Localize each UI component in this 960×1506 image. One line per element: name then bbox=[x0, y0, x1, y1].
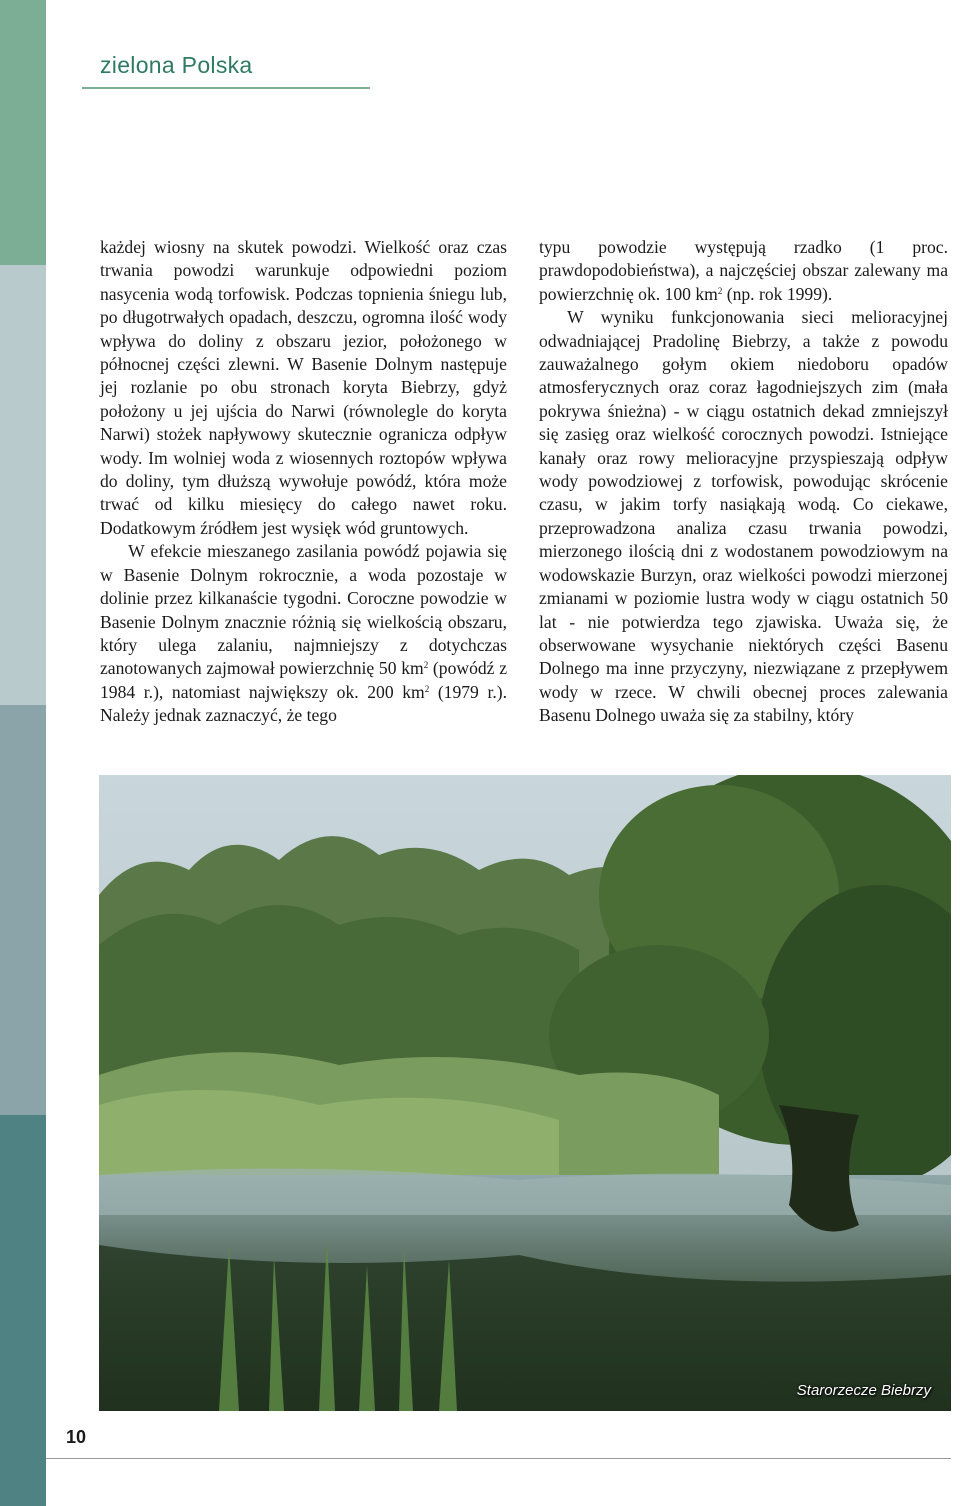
text-column-left bbox=[100, 236, 507, 728]
text-column-right bbox=[539, 236, 948, 728]
superscript: 2 bbox=[423, 660, 429, 671]
paragraph-text: (powódź z 1984 r.), natomiast największy ok. 200 km bbox=[100, 658, 508, 702]
superscript: 2 bbox=[717, 285, 723, 296]
paragraph bbox=[539, 236, 948, 306]
paragraph-text: W efekcie mieszanego zasilania powódź pojawia się w Basenie Dolnym rokrocznie, a woda pozostaje w dolinie przez kilkanaście tygodni. Coroczne powodzie w Basenie Dolnym znacznie różnią się wielkością obszaru, który ulega zalaniu, najmniejszy z dotychczas zanotowanych zajmował powierzchnię 50 km bbox=[100, 541, 507, 679]
paragraph bbox=[539, 306, 948, 727]
paragraph bbox=[100, 236, 507, 540]
paragraph-text: typu powodzie występują rzadko (1 proc. prawdopodobieństwa), a najczęściej obszar zalewany ma powierzchnię ok. 100 km bbox=[539, 237, 948, 304]
superscript: 2 bbox=[424, 683, 430, 694]
paragraph-text: każdej wiosny na skutek powodzi. Wielkość oraz czas trwania powodzi warunkuje odpowiedni poziom nasycenia wodą torfowisk. Podczas topnienia śniegu lub, po długotrwałych opadach, deszczu, ogromna ilość wody wpływa do doliny z obszaru jezior, położonego w północnej części zlewni. W Basenie Dolnym następuje jej rozlanie po obu stronach koryta Biebrzy, gdyż położony u jej ujścia do Narwi (równolegle do koryta Narwi) stożek napływowy skutecznie ogranicza odpływ wody. Im wolniej woda z wiosennych roztopów wpływa do doliny, tym dłuższą wywołuje powódź, która może trwać od kilku miesięcy do całego nawet roku. Dodatkowym źródłem jest wysięk wód gruntowych. bbox=[100, 237, 507, 538]
paragraph-text: (1979 r.). Należy jednak zaznaczyć, że tego bbox=[100, 681, 507, 726]
paragraph bbox=[100, 540, 507, 727]
title-underline bbox=[82, 87, 370, 89]
side-band-top bbox=[0, 0, 46, 265]
paragraph-text: (np. rok 1999). bbox=[722, 283, 833, 304]
footer-rule bbox=[46, 1458, 951, 1459]
photo-caption: Starorzecze Biebrzy bbox=[796, 1382, 931, 1399]
photo-oxbow-lake bbox=[99, 775, 951, 1411]
page-number: 10 bbox=[66, 1427, 87, 1447]
side-band-lower bbox=[0, 705, 46, 1115]
paragraph-text: W wyniku funkcjonowania sieci melioracyjnej odwadniającej Pradolinę Biebrzy, a także z powodu zauważalnego gołym okiem niedoboru opadów atmosferycznych oraz coraz łagodniejszych zim (mała pokrywa śnieżna) - w ciągu ostatnich dekad zmniejszył się zasięg oraz wielkość corocznych powodzi. Istniejące kanały oraz rowy melioracyjne przyspieszają odpływ wody powodziowej z torfowisk, powodując skrócenie czasu, w jakim torfy nasiąkają wodą. Co ciekawe, przeprowadzona analiza czasu trwania powodzi, mierzonego ilością dni z wodostanem powodziowym na wodowskazie Burzyn, oraz wielkości powodzi mierzonej zmianami w poziomie lustra wody w ciągu ostatnich 50 lat - nie potwierdza tego zjawiska. Uważa się, że obserwowane wysychanie niektórych części Basenu Dolnego ma inne przyczyny, niezwiązane z przepływem wody w rzece. W chwili obecnej proces zalewania Basenu Dolnego uważa się za stabilny, który bbox=[539, 307, 948, 726]
side-band-bottom bbox=[0, 1115, 46, 1506]
side-band-middle bbox=[0, 265, 46, 705]
photo-illustration bbox=[99, 775, 951, 1411]
section-title: zielona Polska bbox=[100, 52, 253, 78]
